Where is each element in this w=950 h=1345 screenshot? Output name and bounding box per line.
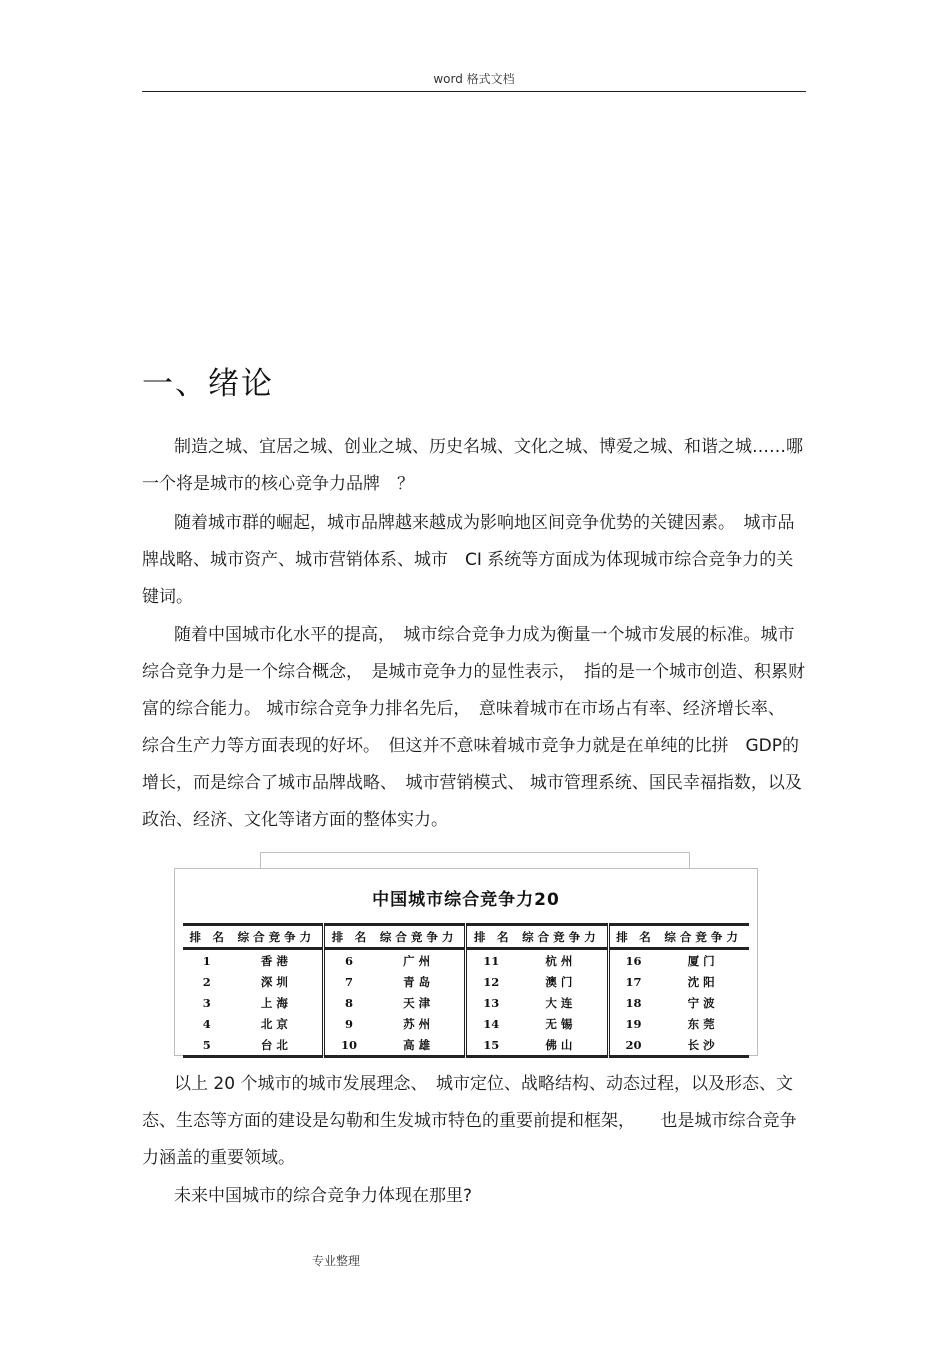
- city-cell: 宁波: [687, 995, 719, 1010]
- rank-cell: 1: [202, 953, 211, 968]
- city-cell: 大连: [515, 992, 608, 1013]
- column-header: 排 名: [324, 925, 373, 949]
- paragraph: 制造之城、宜居之城、创业之城、历史名城、文化之城、博爱之城、和谐之城……哪一个将是城市的核心竞争力品牌 ？: [142, 437, 803, 494]
- column-header: 综合竞争力: [373, 925, 466, 949]
- figure-frame: [174, 868, 758, 1056]
- rank-cell: 9: [345, 1016, 354, 1031]
- city-cell: 东莞: [687, 1016, 719, 1031]
- rank-cell: 3: [202, 995, 211, 1010]
- figure-title: 中国城市综合竞争力20: [372, 890, 560, 910]
- header-divider: [142, 91, 806, 92]
- rank-cell: 19: [625, 1016, 642, 1031]
- city-cell: 沈阳: [687, 974, 719, 989]
- city-cell: 厦门: [687, 953, 719, 968]
- paragraph: 以上 20 个城市的城市发展理念、 城市定位、战略结构、动态过程，以及形态、文态、生态等方面的建设是勾勒和生发城市特色的重要前提和框架， 也是城市综合竞争力涵盖的重要领域。: [142, 1074, 797, 1168]
- rank-cell: 15: [483, 1037, 500, 1052]
- column-header: 综合竞争力: [515, 925, 608, 949]
- table-row: [183, 949, 749, 972]
- city-cell: 天津: [373, 992, 466, 1013]
- table-row: [183, 1034, 749, 1057]
- column-header: 排 名: [183, 925, 231, 949]
- rank-cell: 13: [483, 995, 500, 1010]
- ranking-figure: [174, 852, 758, 1055]
- rank-cell: 10: [341, 1037, 358, 1052]
- rank-cell: 12: [483, 974, 500, 989]
- page-header: word 格式文档: [433, 72, 515, 86]
- city-cell: 青岛: [373, 971, 466, 992]
- ranking-table: [183, 923, 749, 1058]
- table-row: [183, 971, 749, 992]
- city-cell: 澳门: [515, 971, 608, 992]
- city-cell: 苏州: [373, 1013, 466, 1034]
- column-header: 排 名: [608, 925, 657, 949]
- city-cell: 高雄: [373, 1034, 466, 1057]
- rank-cell: 8: [345, 995, 354, 1010]
- table-row: [183, 1013, 749, 1034]
- rank-cell: 5: [202, 1037, 211, 1052]
- paragraph: 未来中国城市的综合竞争力体现在那里?: [174, 1186, 473, 1206]
- city-cell: 佛山: [515, 1034, 608, 1057]
- city-cell: 北京: [231, 1013, 324, 1034]
- city-cell: 杭州: [515, 949, 608, 972]
- rank-cell: 2: [202, 974, 211, 989]
- rank-cell: 14: [483, 1016, 500, 1031]
- paragraph: 随着中国城市化水平的提高， 城市综合竞争力成为衡量一个城市发展的标准。城市综合竞争力是一个综合概念， 是城市竞争力的显性表示， 指的是一个城市创造、积累财富的综合能力。 城市综合竞争力排名先后， 意味着城市在市场占有率、经济增长率、 综合生产力等方面表现的好坏。 但这并不意味着城市竞争力就是在单纯的比拼 GDP的增长，而是综合了城市品牌战略、 城市营销模式、 城市管理系统、国民幸福指数，以及政治、经济、文化等诸方面的整体实力。: [142, 625, 805, 830]
- section-heading: 一、绪论: [142, 366, 274, 402]
- rank-cell: 16: [625, 953, 642, 968]
- rank-cell: 4: [202, 1016, 211, 1031]
- table-row: [183, 992, 749, 1013]
- rank-cell: 17: [625, 974, 642, 989]
- page-footer: 专业整理: [312, 1254, 361, 1268]
- city-cell: 广州: [373, 949, 466, 972]
- rank-cell: 20: [625, 1037, 642, 1052]
- city-cell: 上海: [231, 992, 324, 1013]
- column-header: 综合竞争力: [657, 925, 749, 949]
- city-cell: 香港: [231, 949, 324, 972]
- rank-cell: 7: [345, 974, 354, 989]
- rank-cell: 6: [345, 953, 354, 968]
- rank-cell: 18: [625, 995, 642, 1010]
- city-cell: 无锡: [515, 1013, 608, 1034]
- column-header: 综合竞争力: [231, 925, 324, 949]
- table-header-row: [183, 925, 749, 949]
- rank-cell: 11: [483, 953, 500, 968]
- column-header: 排 名: [466, 925, 515, 949]
- city-cell: 台北: [231, 1034, 324, 1057]
- city-cell: 深圳: [231, 971, 324, 992]
- paragraph: 随着城市群的崛起，城市品牌越来越成为影响地区间竞争优势的关键因素。 城市品牌战略、城市资产、城市营销体系、城市 CI 系统等方面成为体现城市综合竞争力的关键词。: [142, 513, 795, 607]
- city-cell: 长沙: [687, 1037, 719, 1052]
